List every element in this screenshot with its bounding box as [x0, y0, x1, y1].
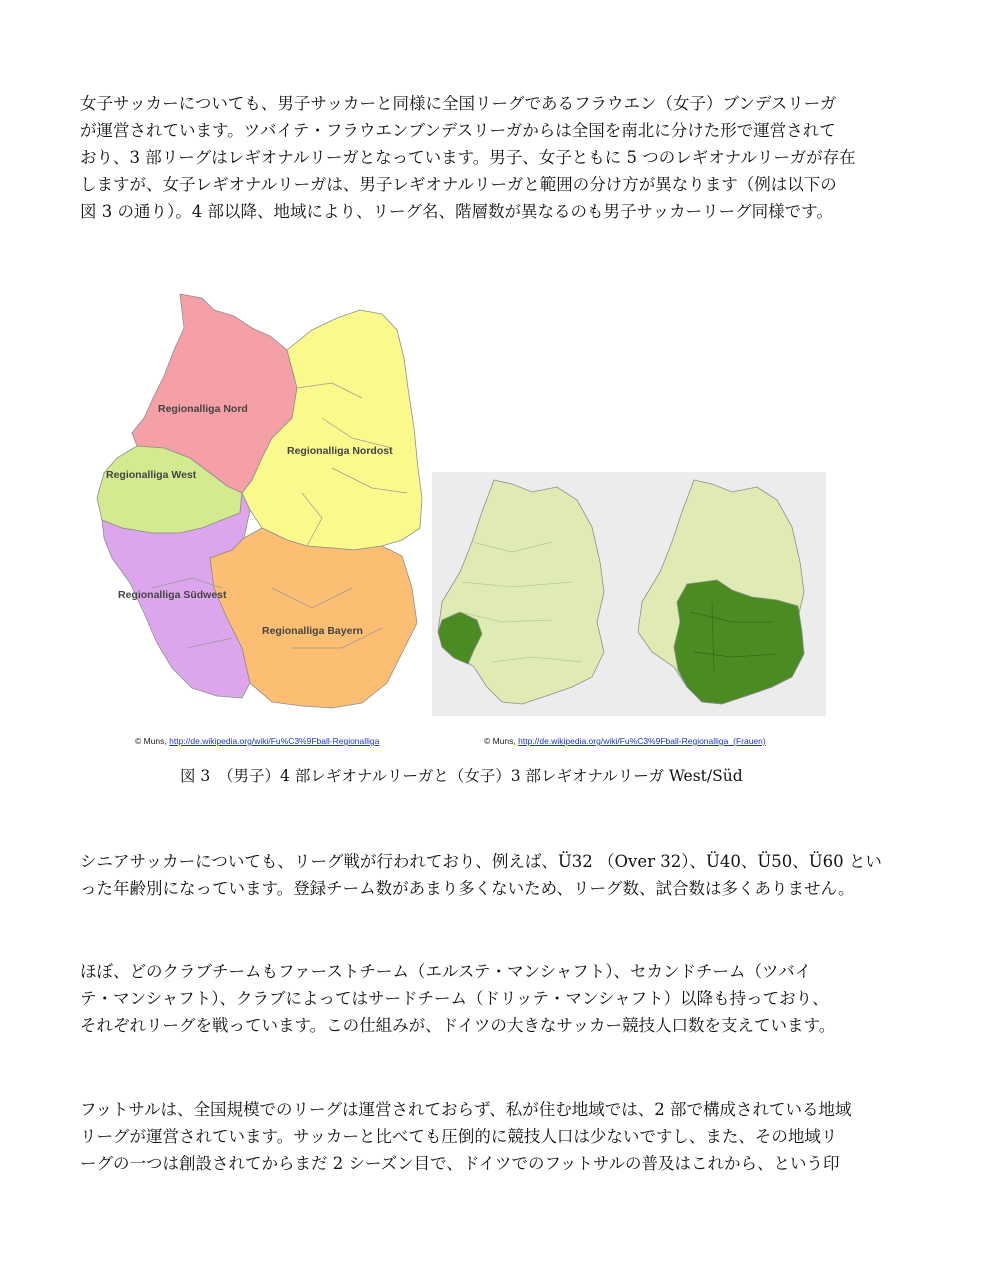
label-bayern: Regionalliga Bayern — [262, 625, 363, 637]
text-line: った年齢別になっています。登録チーム数があまり多くないため、リーグ数、試合数は多くありません。 — [80, 879, 855, 898]
label-suedwest: Regionalliga Südwest — [118, 589, 227, 601]
credit-link-left[interactable]: http://de.wikipedia.org/wiki/Fu%C3%9Fball-Regionalliga — [169, 736, 380, 746]
text-line: 図 3 の通り）。4 部以降、地域により、リーグ名、階層数が異なるのも男子サッカーリーグ同様です。 — [80, 202, 833, 221]
credit-link-right[interactable]: http://de.wikipedia.org/wiki/Fu%C3%9Fball-Regionalliga_(Frauen) — [518, 736, 766, 746]
paragraph-futsal — [80, 1096, 915, 1177]
label-nordost: Regionalliga Nordost — [287, 445, 393, 457]
map-men-regionalliga — [92, 288, 427, 713]
paragraph-club-teams — [80, 958, 915, 1039]
text-line: が運営されています。ツバイテ・フラウエンブンデスリーガからは全国を南北に分けた形で運営されて — [80, 121, 836, 140]
figure-caption: 図 3 （男子）4 部レギオナルリーガと（女子）3 部レギオナルリーガ West/Süd — [180, 767, 743, 785]
image-credit-left — [135, 736, 379, 746]
credit-prefix: © Muns, — [135, 736, 170, 746]
paragraph-senior-soccer — [80, 848, 915, 902]
text-line: ほぼ、どのクラブチームもファーストチーム（エルステ・マンシャフト）、セカンドチーム（ツバイ — [80, 962, 812, 981]
map-women-regionalliga-panel — [432, 472, 826, 716]
text-line: フットサルは、全国規模でのリーグは運営されておらず、私が住む地域では、2 部で構成されている地域 — [80, 1100, 852, 1119]
text-line: ーグの一つは創設されてからまだ 2 シーズン目で、ドイツでのフットサルの普及はこれから、という印 — [80, 1154, 840, 1173]
paragraph-women-soccer — [80, 90, 915, 225]
text-line: シニアサッカーについても、リーグ戦が行われており、例えば、Ü32 （Over 32）、Ü40、Ü50、Ü60 とい — [80, 852, 882, 871]
text-line: それぞれリーグを戦っています。この仕組みが、ドイツの大きなサッカー競技人口数を支えています。 — [80, 1016, 836, 1035]
image-credit-right — [484, 736, 766, 746]
credit-prefix: © Muns, — [484, 736, 519, 746]
text-line: しますが、女子レギオナルリーガは、男子レギオナルリーガと範囲の分け方が異なります（例は以下の — [80, 175, 837, 194]
text-line: リーグが運営されています。サッカーと比べても圧倒的に競技人口は少ないですし、また、その地域リ — [80, 1127, 838, 1146]
women-map-west-base — [438, 480, 604, 704]
map-women-pair — [432, 472, 826, 716]
label-west: Regionalliga West — [106, 469, 197, 481]
text-line: おり、3 部リーグはレギオナルリーガとなっています。男子、女子ともに 5 つのレギオナルリーガが存在 — [80, 148, 856, 167]
text-line: テ・マンシャフト）、クラブによってはサードチーム（ドリッテ・マンシャフト）以降も持っており、 — [80, 989, 829, 1008]
label-nord: Regionalliga Nord — [158, 403, 248, 415]
text-line: 女子サッカーについても、男子サッカーと同様に全国リーグであるフラウエン（女子）ブンデスリーガ — [80, 94, 837, 113]
